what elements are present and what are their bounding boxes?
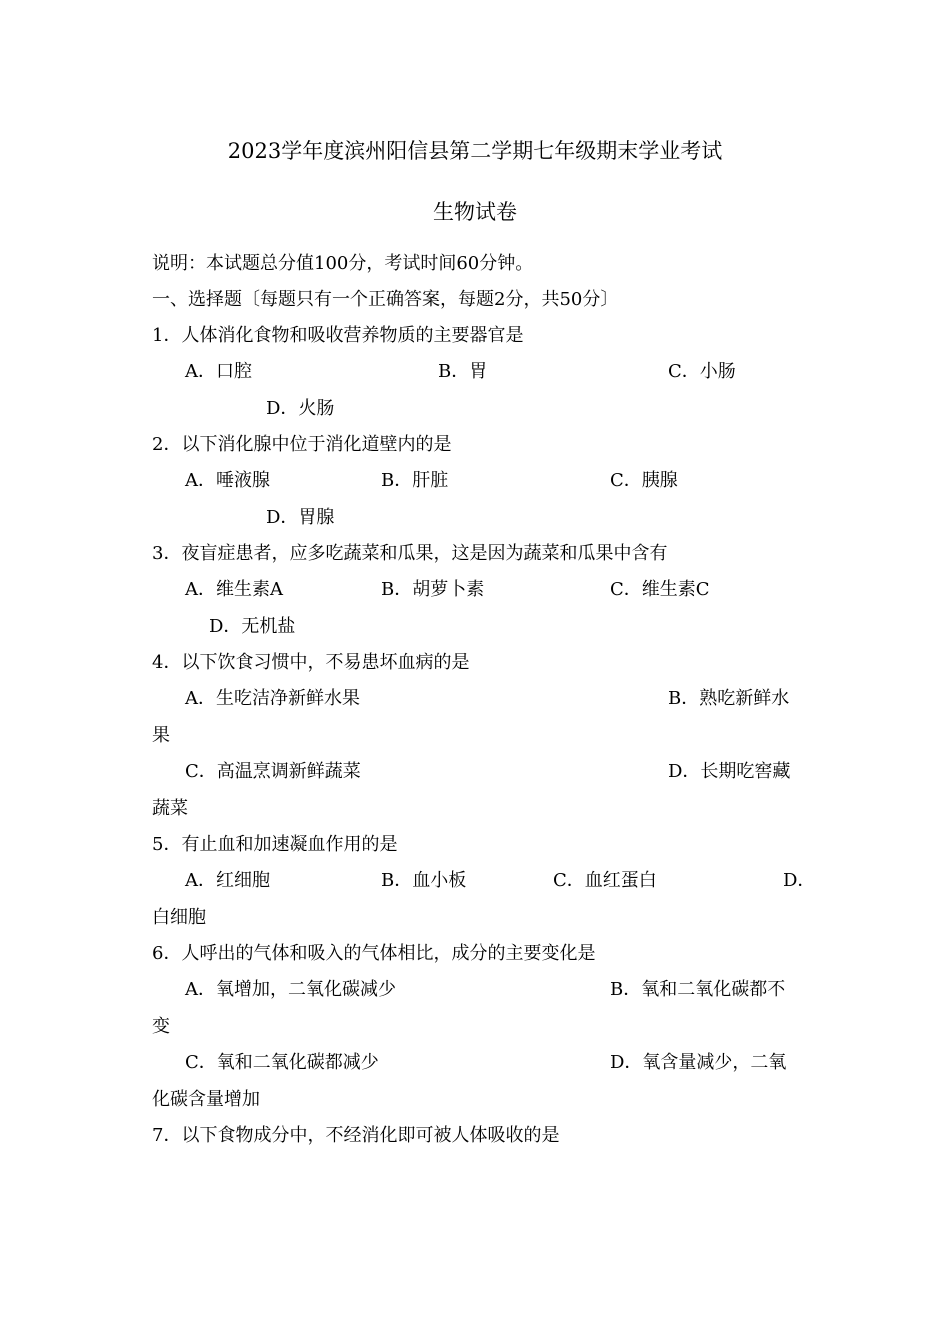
question-stem: 6．人呼出的气体和吸入的气体相比，成分的主要变化是 bbox=[152, 943, 596, 964]
option-b: B．熟吃新鲜水 bbox=[668, 688, 790, 709]
question-stem: 4．以下饮食习惯中，不易患坏血病的是 bbox=[152, 652, 470, 673]
option-c: C．血红蛋白 bbox=[553, 870, 657, 891]
question-stem: 3．夜盲症患者，应多吃蔬菜和瓜果，这是因为蔬菜和瓜果中含有 bbox=[152, 543, 668, 564]
instructions-text: 说明：本试题总分值100分，考试时间60分钟。 bbox=[152, 253, 534, 274]
question-stem: 7．以下食物成分中，不经消化即可被人体吸收的是 bbox=[152, 1125, 560, 1146]
option-c: C．高温烹调新鲜蔬菜 bbox=[185, 761, 361, 782]
option-a: A．红细胞 bbox=[185, 870, 270, 891]
option-b: B．氧和二氧化碳都不 bbox=[610, 979, 786, 1000]
option-d-wrap: 白细胞 bbox=[152, 907, 206, 928]
option-c: C．胰腺 bbox=[610, 470, 678, 491]
option-d: D．氧含量减少，二氧 bbox=[610, 1052, 787, 1073]
option-b: B．胃 bbox=[438, 361, 488, 382]
option-a: A．口腔 bbox=[185, 361, 252, 382]
option-a: A．维生素A bbox=[185, 579, 283, 600]
option-c: C．维生素C bbox=[610, 579, 710, 600]
option-d: D．火肠 bbox=[266, 398, 335, 419]
section-heading: 一、选择题〔每题只有一个正确答案，每题2分，共50分〕 bbox=[152, 289, 619, 310]
option-c: C．小肠 bbox=[668, 361, 736, 382]
option-b: B．肝脏 bbox=[381, 470, 449, 491]
question-stem: 2．以下消化腺中位于消化道壁内的是 bbox=[152, 434, 452, 455]
question-stem: 1．人体消化食物和吸收营养物质的主要器官是 bbox=[152, 325, 524, 346]
option-d: D．无机盐 bbox=[209, 616, 296, 637]
question-stem: 5．有止血和加速凝血作用的是 bbox=[152, 834, 398, 855]
option-d-wrap: 化碳含量增加 bbox=[152, 1089, 260, 1110]
option-b-wrap: 果 bbox=[152, 725, 170, 746]
option-a: A．生吃洁净新鲜水果 bbox=[185, 688, 360, 709]
option-a: A．氧增加，二氧化碳减少 bbox=[185, 979, 396, 1000]
option-d: D． bbox=[783, 870, 816, 891]
option-d: D．长期吃窖藏 bbox=[668, 761, 791, 782]
option-b: B．胡萝卜素 bbox=[381, 579, 485, 600]
option-a: A．唾液腺 bbox=[185, 470, 270, 491]
option-b-wrap: 变 bbox=[152, 1016, 170, 1037]
option-d-wrap: 蔬菜 bbox=[152, 798, 188, 819]
option-c: C．氧和二氧化碳都减少 bbox=[185, 1052, 379, 1073]
exam-title: 2023学年度滨州阳信县第二学期七年级期末学业考试 bbox=[227, 139, 723, 163]
option-b: B．血小板 bbox=[381, 870, 467, 891]
exam-subtitle: 生物试卷 bbox=[433, 200, 517, 224]
option-d: D．胃腺 bbox=[266, 507, 335, 528]
